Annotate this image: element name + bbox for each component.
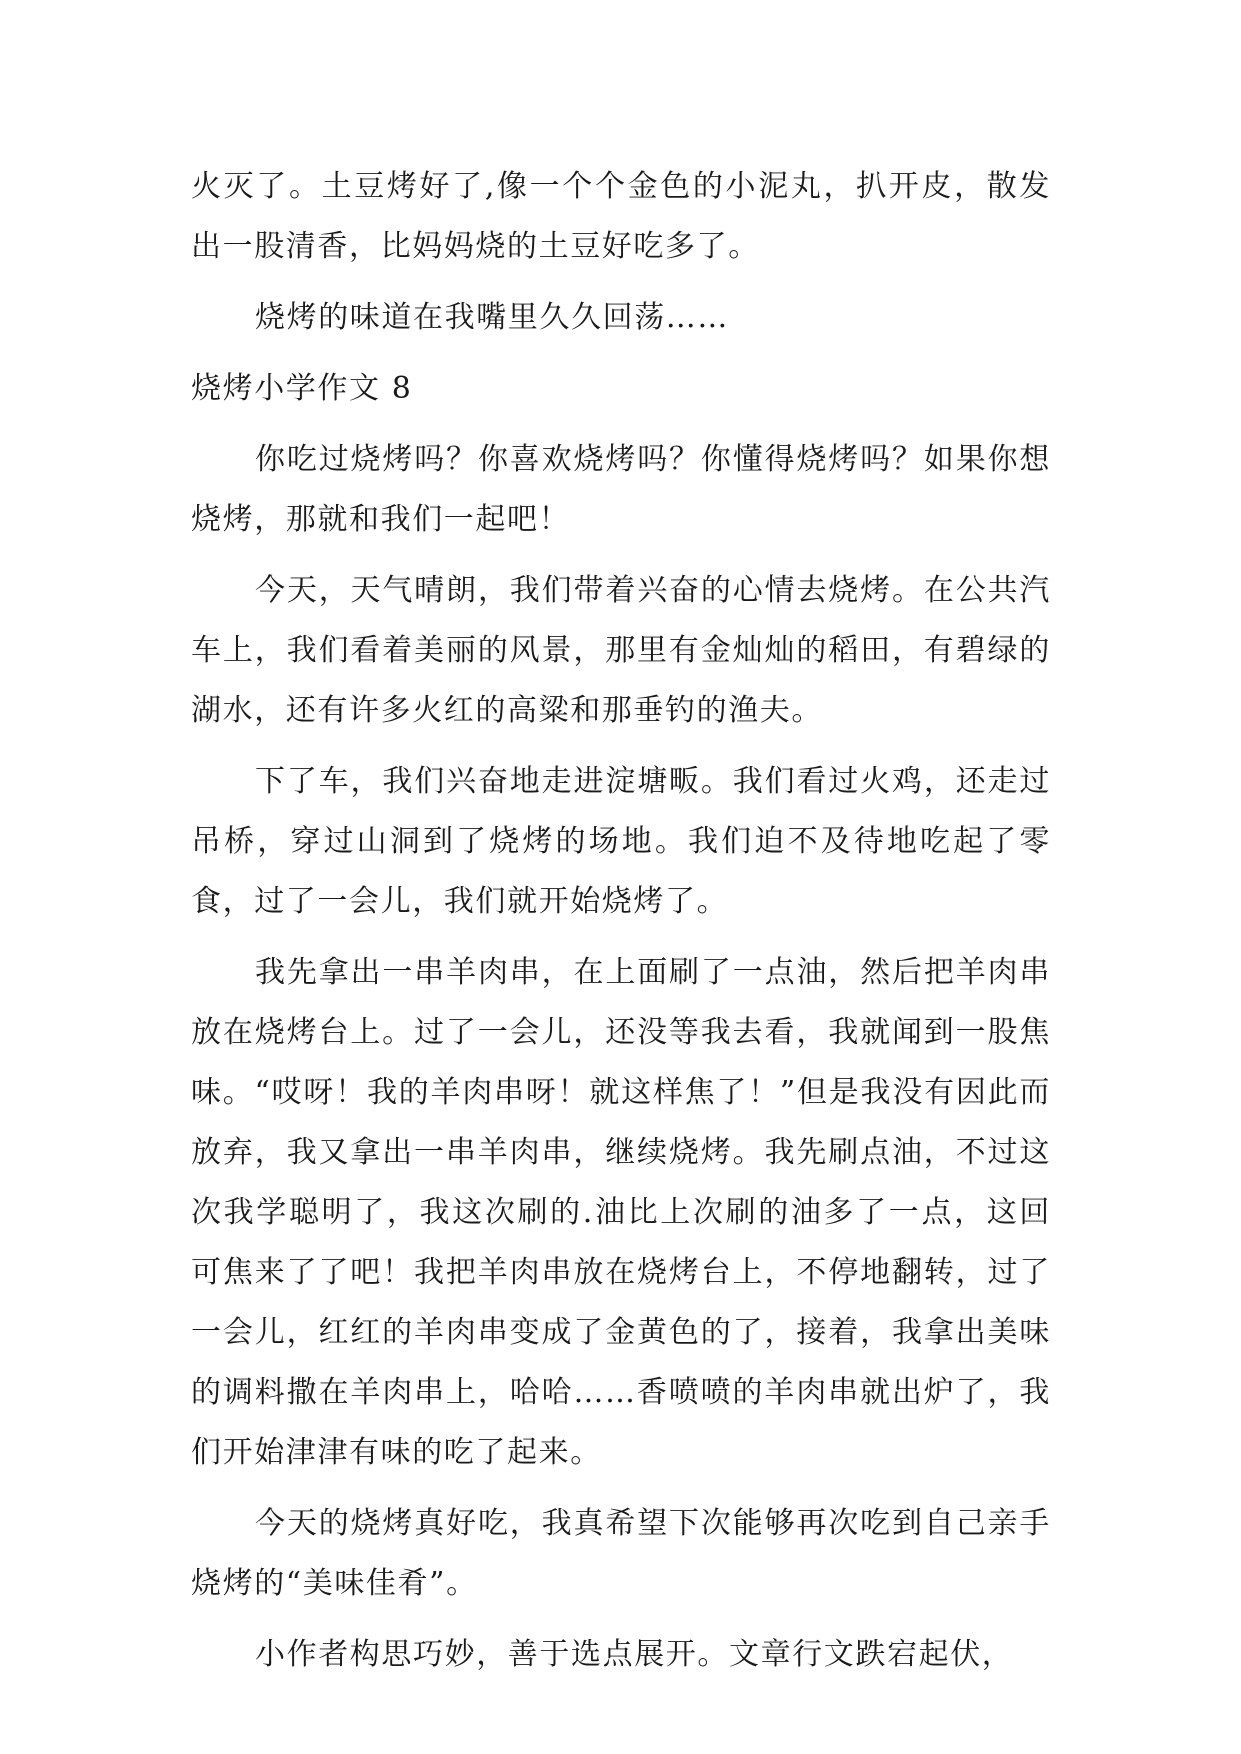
paragraph: 下了车，我们兴奋地走进淀塘畈。我们看过火鸡，还走过吊桥，穿过山洞到了烧烤的场地。我们迫不及待地吃起了零食，过了一会儿，我们就开始烧烤了。 xyxy=(191,764,1051,919)
paragraph: 今天的烧烤真好吃，我真希望下次能够再次吃到自己亲手烧烤的“美味佳肴”。 xyxy=(191,1506,1051,1601)
paragraph: 今天，天气晴朗，我们带着兴奋的心情去烧烤。在公共汽车上，我们看着美丽的风景，那里有金灿灿的稻田，有碧绿的湖水，还有许多火红的高粱和那垂钓的渔夫。 xyxy=(191,573,1051,728)
paragraph: 烧烤的味道在我嘴里久久回荡…… xyxy=(255,300,729,335)
paragraph: 你吃过烧烤吗？你喜欢烧烤吗？你懂得烧烤吗？如果你想烧烤，那就和我们一起吧！ xyxy=(191,442,1051,537)
paragraph: 火灭了。土豆烤好了,像一个个金色的小泥丸，扒开皮，散发出一股清香，比妈妈烧的土豆好吃多了。 xyxy=(191,169,1051,264)
paragraph: 我先拿出一串羊肉串，在上面刷了一点油，然后把羊肉串放在烧烤台上。过了一会儿，还没等我去看，我就闻到一股焦味。“哎呀！我的羊肉串呀！就这样焦了！”但是我没有因此而放弃，我又拿出一串羊肉串，继续烧烤。我先刷点油，不过这次我学聪明了，我这次刷的.油比上次刷的油多了一点，这回可焦来了了吧！我把羊肉串放在烧烤台上，不停地翻转，过了一会儿，红红的羊肉串变成了金黄色的了，接着，我拿出美味的调料撒在羊肉串上，哈哈……香喷喷的羊肉串就出炉了，我们开始津津有味的吃了起来。 xyxy=(191,955,1051,1470)
document-body xyxy=(191,157,1051,1696)
paragraph: 小作者构思巧妙，善于选点展开。文章行文跌宕起伏， xyxy=(255,1637,1014,1672)
section-heading: 烧烤小学作文 8 xyxy=(191,371,413,406)
